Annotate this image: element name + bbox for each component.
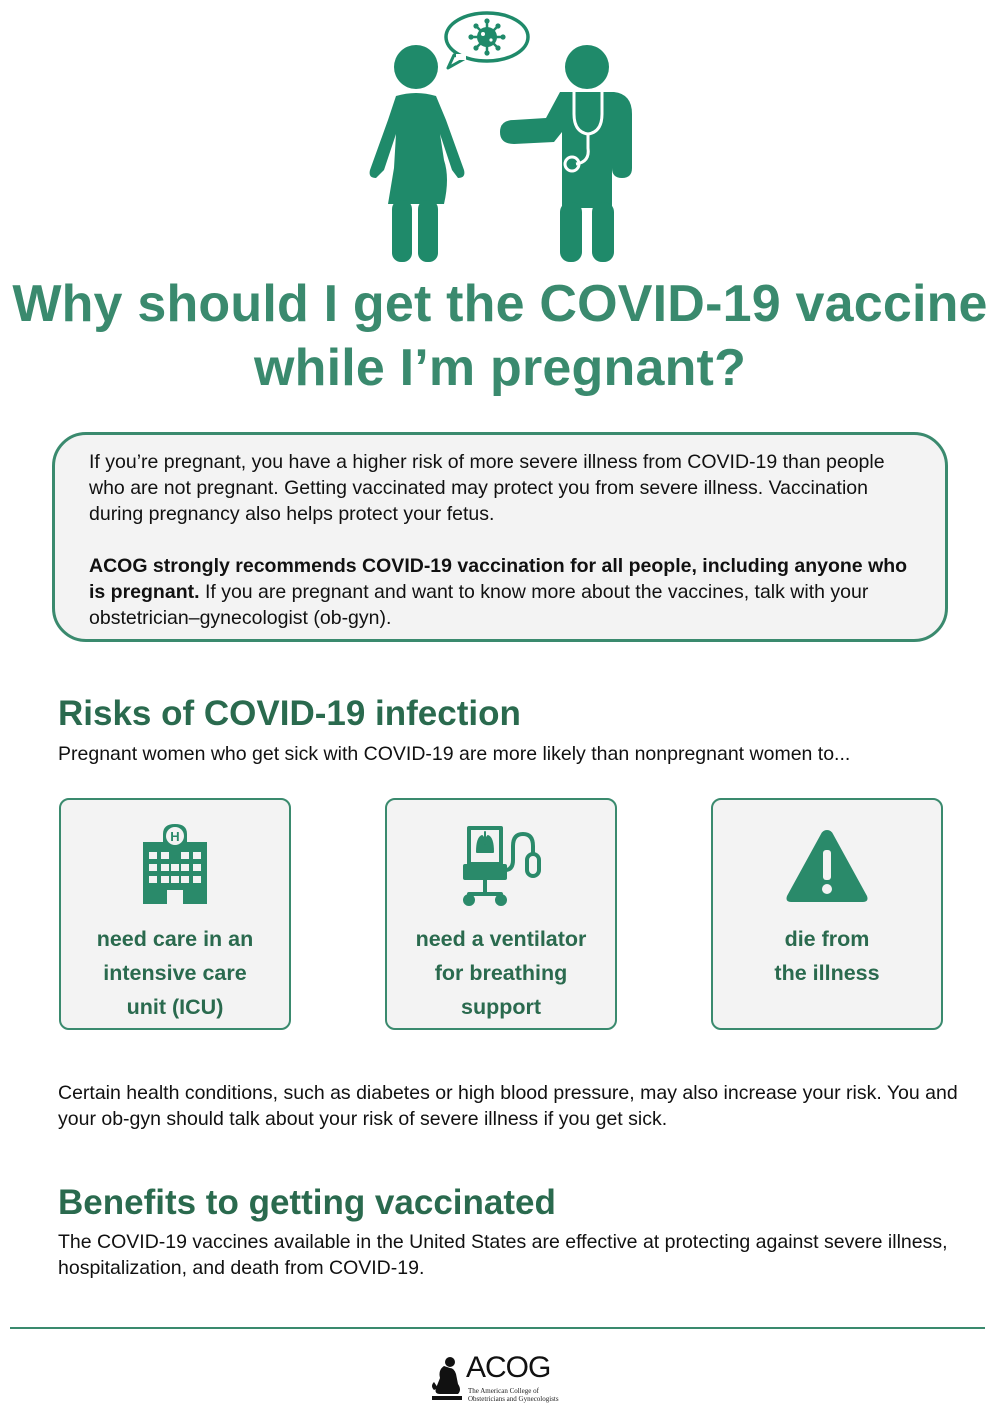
risk-card-label: need care in an intensive care unit (ICU)	[96, 927, 254, 1019]
risk-card-ventilator	[385, 798, 617, 1030]
risks-heading: Risks of COVID-19 infection	[58, 694, 521, 733]
risk-card-label: need a ventilator for breathing support	[415, 927, 587, 1019]
ventilator-icon	[387, 824, 615, 908]
benefits-heading: Benefits to getting vaccinated	[58, 1183, 556, 1222]
risks-lead: Pregnant women who get sick with COVID-19 are more likely than nonpregnant women to...	[58, 743, 851, 765]
risk-card-icu	[59, 798, 291, 1030]
intro-box	[52, 432, 948, 642]
recommendation-bold: ACOG strongly recommends COVID-19 vaccination for all people, including anyone who is pregnant.	[89, 555, 908, 603]
warning-icon	[713, 824, 941, 908]
risk-card-label: die from the illness	[774, 927, 880, 985]
hero-illustration	[350, 10, 650, 268]
recommendation-text: If you are pregnant and want to know more about the vaccines, talk with your obstetrician–gynecologist (ob-gyn).	[89, 581, 869, 629]
logo-subtitle: The American College of Obstetricians and Gynecologists	[468, 1387, 559, 1403]
footer-divider	[10, 1327, 985, 1329]
risk-note: Certain health conditions, such as diabetes or high blood pressure, may also increase your risk. You and your ob-gyn should talk about your risk of severe illness if you get sick.	[58, 1082, 958, 1130]
acog-emblem-icon	[430, 1354, 464, 1400]
hospital-icon	[61, 824, 289, 908]
doctor-icon	[500, 45, 632, 262]
page-title: Why should I get the COVID-19 vaccine while I’m pregnant?	[12, 275, 988, 397]
pregnant-woman-icon	[370, 45, 465, 262]
logo-name: ACOG	[466, 1351, 551, 1384]
svg-text:H: H	[170, 829, 180, 844]
intro-paragraph: If you’re pregnant, you have a higher risk of more severe illness from COVID-19 than people who are not pregnant. Getting vaccinated may protect you from severe illness. Vaccination during pregnancy also helps protect your fetus.	[89, 451, 885, 525]
acog-logo	[430, 1351, 580, 1410]
hero-graphic	[350, 10, 650, 268]
risk-card-death	[711, 798, 943, 1030]
recommendation-paragraph	[89, 553, 915, 631]
benefits-text: The COVID-19 vaccines available in the United States are effective at protecting against severe illness, hospitalization, and death from COVID-19.	[58, 1231, 948, 1279]
